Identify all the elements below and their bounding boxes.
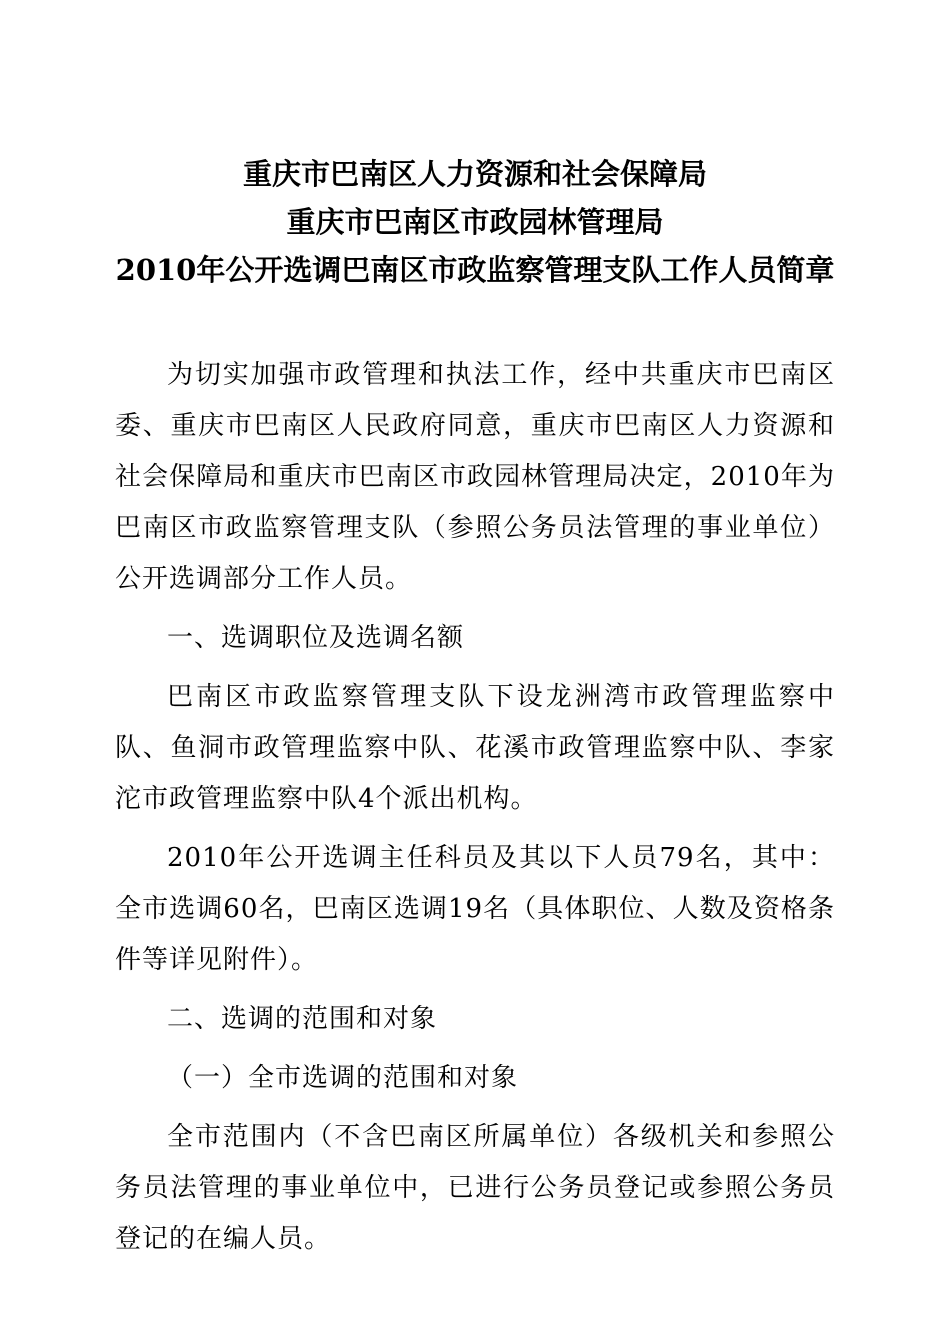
section-2-heading: 二、选调的范围和对象 [167, 1004, 438, 1034]
section-1-paragraph-1: 巴南区市政监察管理支队下设龙洲湾市政管理监察中队、鱼洞市政管理监察中队、花溪市政管理监察中队、李家沱市政管理监察中队4个派出机构。 [115, 682, 835, 814]
document-title [0, 150, 950, 294]
section-2-subheading-1-paragraph: 全市范围内（不含巴南区所属单位）各级机关和参照公务员法管理的事业单位中，已进行公务员登记或参照公务员登记的在编人员。 [115, 1122, 835, 1254]
section-1-heading: 一、选调职位及选调名额 [167, 623, 465, 653]
title-line-3: 2010年公开选调巴南区市政监察管理支队工作人员简章 [115, 253, 835, 287]
document-body [115, 350, 835, 1265]
title-line-2: 重庆市巴南区市政园林管理局 [286, 205, 664, 239]
section-1-paragraph-2: 2010年公开选调主任科员及其以下人员79名，其中：全市选调60名，巴南区选调19名（具体职位、人数及资格条件等详见附件）。 [115, 843, 835, 975]
title-line-1: 重庆市巴南区人力资源和社会保障局 [242, 157, 707, 191]
section-2-subheading-1: （一）全市选调的范围和对象 [167, 1063, 519, 1093]
intro-paragraph: 为切实加强市政管理和执法工作，经中共重庆市巴南区委、重庆市巴南区人民政府同意，重庆市巴南区人力资源和社会保障局和重庆市巴南区市政园林管理局决定，2010年为巴南区市政监察管理支队（参照公务员法管理的事业单位）公开选调部分工作人员。 [115, 360, 835, 594]
